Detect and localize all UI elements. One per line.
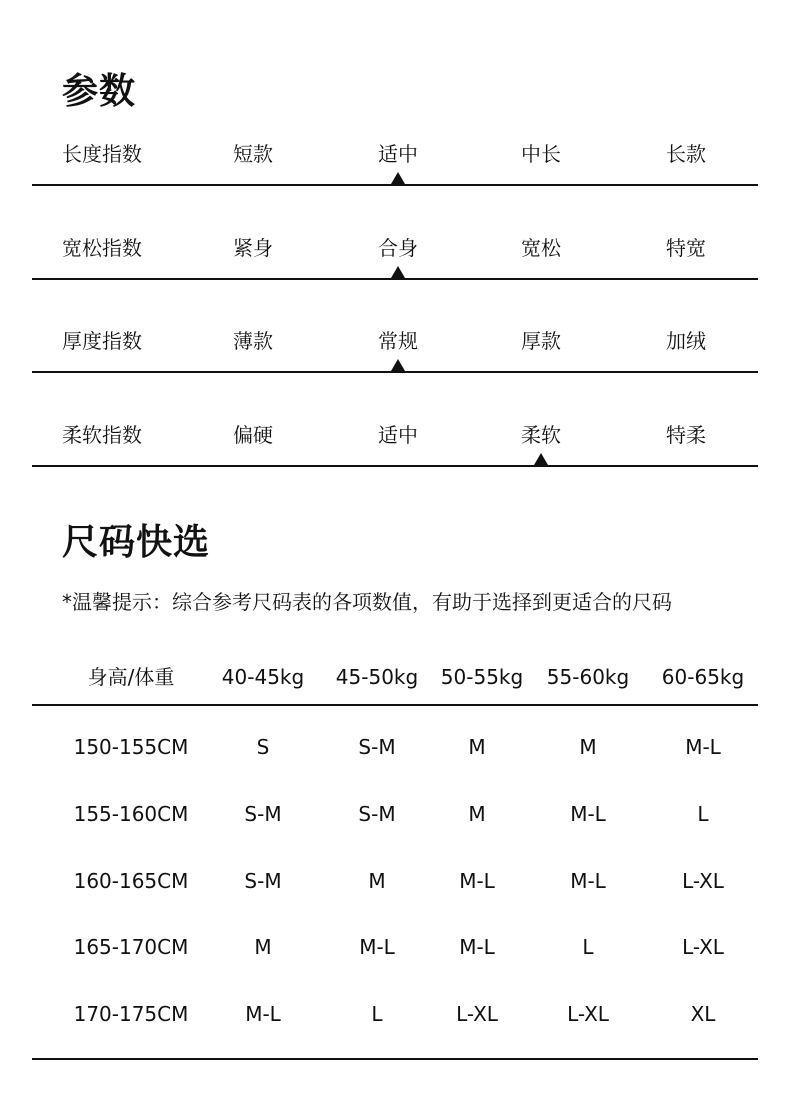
table-cell: 150-155CM — [73, 735, 189, 759]
table-cell: L — [371, 1002, 383, 1026]
param-label: 宽松指数 — [62, 236, 142, 260]
table-cell: 165-170CM — [73, 935, 189, 959]
param-label: 柔软指数 — [62, 423, 142, 447]
table-header-cell: 40-45kg — [221, 665, 305, 689]
table-header-cell: 45-50kg — [335, 665, 419, 689]
table-cell: M — [579, 735, 597, 759]
param-option: 长款 — [666, 142, 706, 166]
table-header-cell: 55-60kg — [546, 665, 630, 689]
table-header-cell: 身高/体重 — [87, 665, 175, 689]
table-cell: S — [256, 735, 270, 759]
param-option: 适中 — [378, 142, 418, 166]
param-option: 加绒 — [666, 329, 706, 353]
table-cell: M-L — [459, 869, 495, 893]
table-cell: M — [468, 735, 486, 759]
param-option: 厚款 — [521, 329, 561, 353]
param-option: 适中 — [378, 423, 418, 447]
table-cell: L-XL — [682, 869, 724, 893]
table-cell: L — [582, 935, 594, 959]
param-option: 柔软 — [521, 423, 561, 447]
table-header-cell: 60-65kg — [661, 665, 745, 689]
params-title: 参数 — [62, 71, 137, 112]
param-option: 宽松 — [521, 236, 561, 260]
table-cell: M-L — [570, 869, 606, 893]
table-cell: L-XL — [567, 1002, 609, 1026]
table-cell: M-L — [359, 935, 395, 959]
table-header-divider — [32, 704, 758, 706]
param-label: 厚度指数 — [62, 329, 142, 353]
table-cell: S-M — [358, 735, 396, 759]
param-option: 常规 — [378, 329, 418, 353]
param-option: 紧身 — [233, 236, 273, 260]
table-cell: S-M — [358, 802, 396, 826]
table-cell: L-XL — [682, 935, 724, 959]
param-option: 短款 — [233, 142, 273, 166]
table-cell: 170-175CM — [73, 1002, 189, 1026]
table-cell: M-L — [685, 735, 721, 759]
param-option: 合身 — [378, 236, 418, 260]
table-cell: XL — [690, 1002, 716, 1026]
table-bottom-divider — [32, 1058, 758, 1060]
table-cell: M — [468, 802, 486, 826]
table-cell: M-L — [570, 802, 606, 826]
table-cell: M-L — [245, 1002, 281, 1026]
param-option: 薄款 — [233, 329, 273, 353]
table-cell: L-XL — [456, 1002, 498, 1026]
table-cell: M — [254, 935, 272, 959]
size-title: 尺码快选 — [62, 522, 211, 563]
table-cell: S-M — [244, 869, 282, 893]
table-cell: 155-160CM — [73, 802, 189, 826]
table-cell: M-L — [459, 935, 495, 959]
table-header-cell: 50-55kg — [440, 665, 524, 689]
table-cell: S-M — [244, 802, 282, 826]
param-option: 特柔 — [666, 423, 706, 447]
table-cell: 160-165CM — [73, 869, 189, 893]
param-label: 长度指数 — [62, 142, 142, 166]
param-option: 偏硬 — [233, 423, 273, 447]
size-tip: *温馨提示：综合参考尺码表的各项数值，有助于选择到更适合的尺码 — [62, 590, 672, 614]
param-option: 特宽 — [666, 236, 706, 260]
table-cell: L — [697, 802, 709, 826]
table-cell: M — [368, 869, 386, 893]
param-option: 中长 — [521, 142, 561, 166]
